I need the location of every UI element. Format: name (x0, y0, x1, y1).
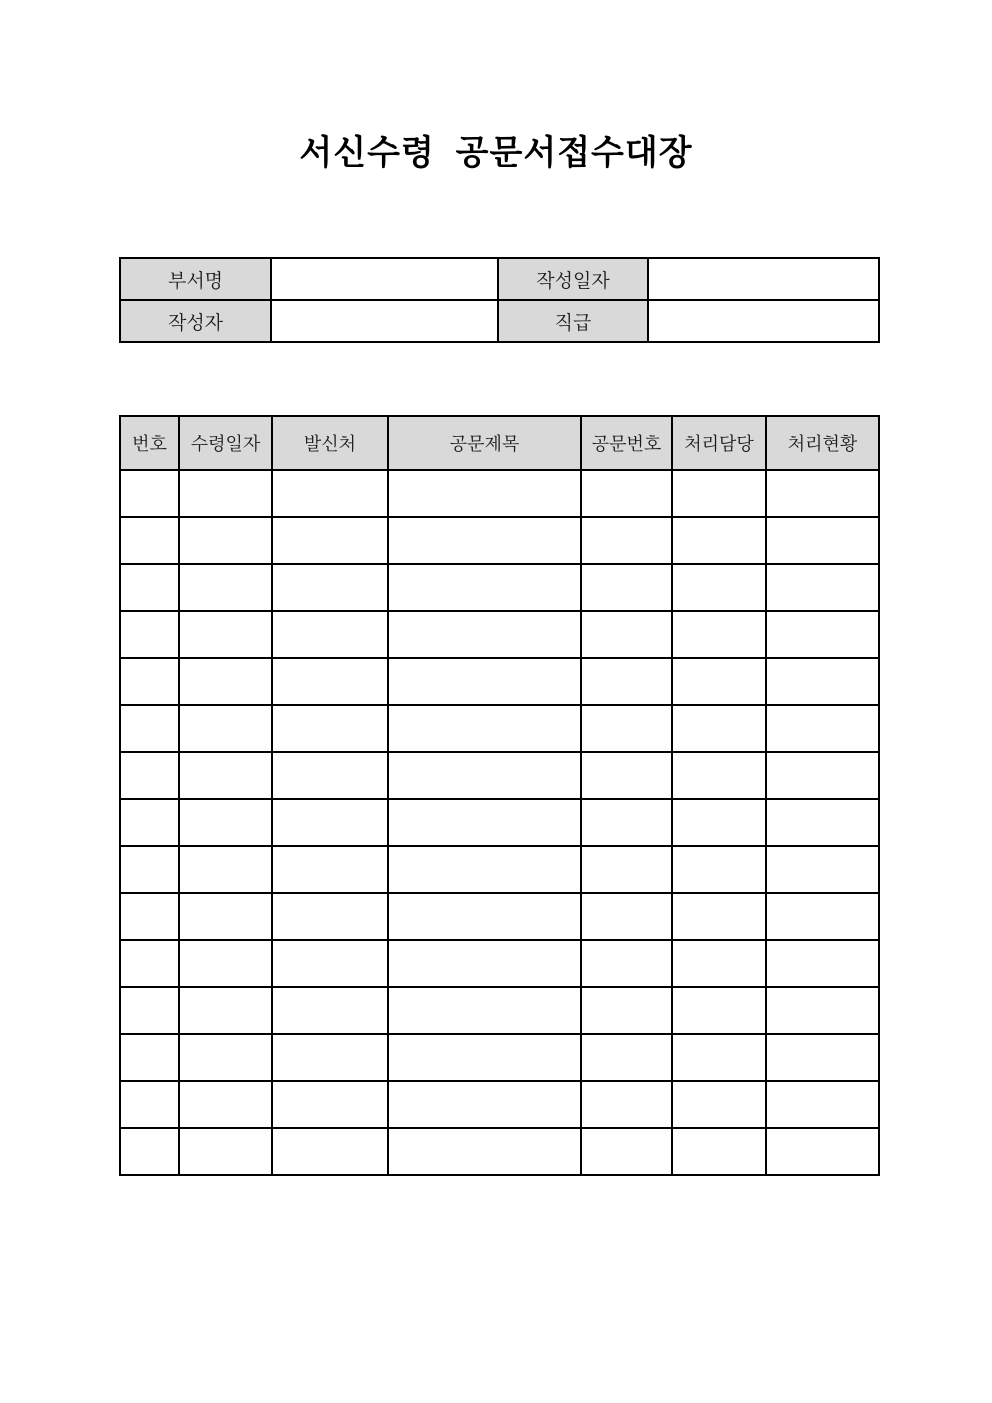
register-cell (179, 940, 272, 987)
register-cell (581, 517, 672, 564)
writer-label: 작성자 (120, 300, 271, 342)
department-label: 부서명 (120, 258, 271, 300)
register-cell (272, 846, 388, 893)
register-cell (766, 658, 879, 705)
register-cell (581, 987, 672, 1034)
info-row-1 (120, 258, 879, 300)
header-status: 처리현황 (766, 416, 879, 470)
register-cell (179, 517, 272, 564)
register-row (120, 1034, 879, 1081)
register-cell (272, 799, 388, 846)
register-cell (388, 705, 581, 752)
register-row (120, 470, 879, 517)
header-sender: 발신처 (272, 416, 388, 470)
register-row (120, 611, 879, 658)
register-row (120, 846, 879, 893)
register-cell (272, 1081, 388, 1128)
register-cell (120, 1128, 179, 1175)
register-cell (581, 1128, 672, 1175)
page-title: 서신수령 공문서접수대장 (299, 134, 693, 172)
register-cell (120, 470, 179, 517)
register-cell (672, 1034, 766, 1081)
register-cell (388, 940, 581, 987)
header-document-title: 공문제목 (388, 416, 581, 470)
register-cell (672, 799, 766, 846)
register-cell (581, 658, 672, 705)
register-cell (388, 1128, 581, 1175)
register-cell (120, 846, 179, 893)
register-cell (272, 658, 388, 705)
register-cell (766, 987, 879, 1034)
register-cell (388, 987, 581, 1034)
register-cell (120, 658, 179, 705)
register-cell (179, 470, 272, 517)
register-cell (388, 1034, 581, 1081)
register-cell (672, 846, 766, 893)
register-cell (672, 1128, 766, 1175)
register-row (120, 564, 879, 611)
register-cell (581, 799, 672, 846)
register-cell (272, 893, 388, 940)
register-row (120, 893, 879, 940)
register-cell (179, 799, 272, 846)
register-cell (672, 564, 766, 611)
register-row (120, 658, 879, 705)
register-cell (179, 705, 272, 752)
register-cell (179, 1081, 272, 1128)
department-value (271, 258, 498, 300)
register-cell (766, 752, 879, 799)
register-cell (581, 611, 672, 658)
register-cell (766, 517, 879, 564)
register-cell (766, 1128, 879, 1175)
register-header-row (120, 416, 879, 470)
register-cell (120, 940, 179, 987)
register-row (120, 799, 879, 846)
register-cell (120, 799, 179, 846)
register-cell (766, 1081, 879, 1128)
header-document-no: 공문번호 (581, 416, 672, 470)
register-cell (272, 940, 388, 987)
rank-value (648, 300, 879, 342)
register-cell (272, 987, 388, 1034)
writer-value (271, 300, 498, 342)
register-cell (672, 470, 766, 517)
register-table-body (120, 470, 879, 1175)
register-cell (766, 893, 879, 940)
register-row (120, 987, 879, 1034)
register-cell (179, 564, 272, 611)
register-row (120, 1081, 879, 1128)
register-cell (179, 752, 272, 799)
register-cell (672, 752, 766, 799)
register-cell (272, 1034, 388, 1081)
register-cell (672, 705, 766, 752)
register-cell (179, 893, 272, 940)
register-cell (120, 752, 179, 799)
register-cell (766, 1034, 879, 1081)
register-cell (272, 517, 388, 564)
register-cell (766, 611, 879, 658)
register-cell (672, 1081, 766, 1128)
register-cell (581, 470, 672, 517)
register-cell (120, 705, 179, 752)
register-cell (581, 705, 672, 752)
register-cell (388, 1081, 581, 1128)
register-cell (272, 752, 388, 799)
header-receipt-date: 수령일자 (179, 416, 272, 470)
register-cell (272, 564, 388, 611)
register-cell (581, 564, 672, 611)
register-cell (388, 752, 581, 799)
register-cell (388, 799, 581, 846)
register-cell (272, 1128, 388, 1175)
write-date-value (648, 258, 879, 300)
register-row (120, 940, 879, 987)
register-cell (672, 611, 766, 658)
register-row (120, 705, 879, 752)
info-table (119, 257, 880, 343)
register-cell (179, 987, 272, 1034)
register-cell (120, 987, 179, 1034)
register-cell (581, 1081, 672, 1128)
register-row (120, 517, 879, 564)
register-cell (120, 517, 179, 564)
register-cell (179, 611, 272, 658)
register-cell (581, 846, 672, 893)
write-date-label: 작성일자 (498, 258, 648, 300)
register-cell (179, 658, 272, 705)
register-cell (672, 658, 766, 705)
register-table (119, 415, 880, 1176)
register-cell (179, 1128, 272, 1175)
register-cell (672, 940, 766, 987)
register-cell (179, 1034, 272, 1081)
register-cell (766, 705, 879, 752)
register-cell (120, 893, 179, 940)
register-cell (581, 940, 672, 987)
register-cell (766, 564, 879, 611)
register-cell (388, 564, 581, 611)
register-cell (766, 940, 879, 987)
register-cell (388, 846, 581, 893)
register-cell (388, 470, 581, 517)
register-cell (672, 987, 766, 1034)
register-cell (581, 752, 672, 799)
register-cell (120, 1034, 179, 1081)
register-cell (120, 611, 179, 658)
register-cell (179, 846, 272, 893)
register-cell (766, 470, 879, 517)
rank-label: 직급 (498, 300, 648, 342)
register-cell (120, 564, 179, 611)
register-cell (388, 893, 581, 940)
register-cell (581, 893, 672, 940)
register-cell (272, 470, 388, 517)
register-row (120, 752, 879, 799)
register-cell (388, 658, 581, 705)
register-cell (388, 517, 581, 564)
info-row-2 (120, 300, 879, 342)
register-cell (766, 799, 879, 846)
register-cell (672, 517, 766, 564)
register-cell (388, 611, 581, 658)
header-number: 번호 (120, 416, 179, 470)
register-cell (672, 893, 766, 940)
register-cell (272, 611, 388, 658)
register-row (120, 1128, 879, 1175)
register-cell (272, 705, 388, 752)
register-cell (581, 1034, 672, 1081)
header-handler: 처리담당 (672, 416, 766, 470)
register-cell (120, 1081, 179, 1128)
register-cell (766, 846, 879, 893)
